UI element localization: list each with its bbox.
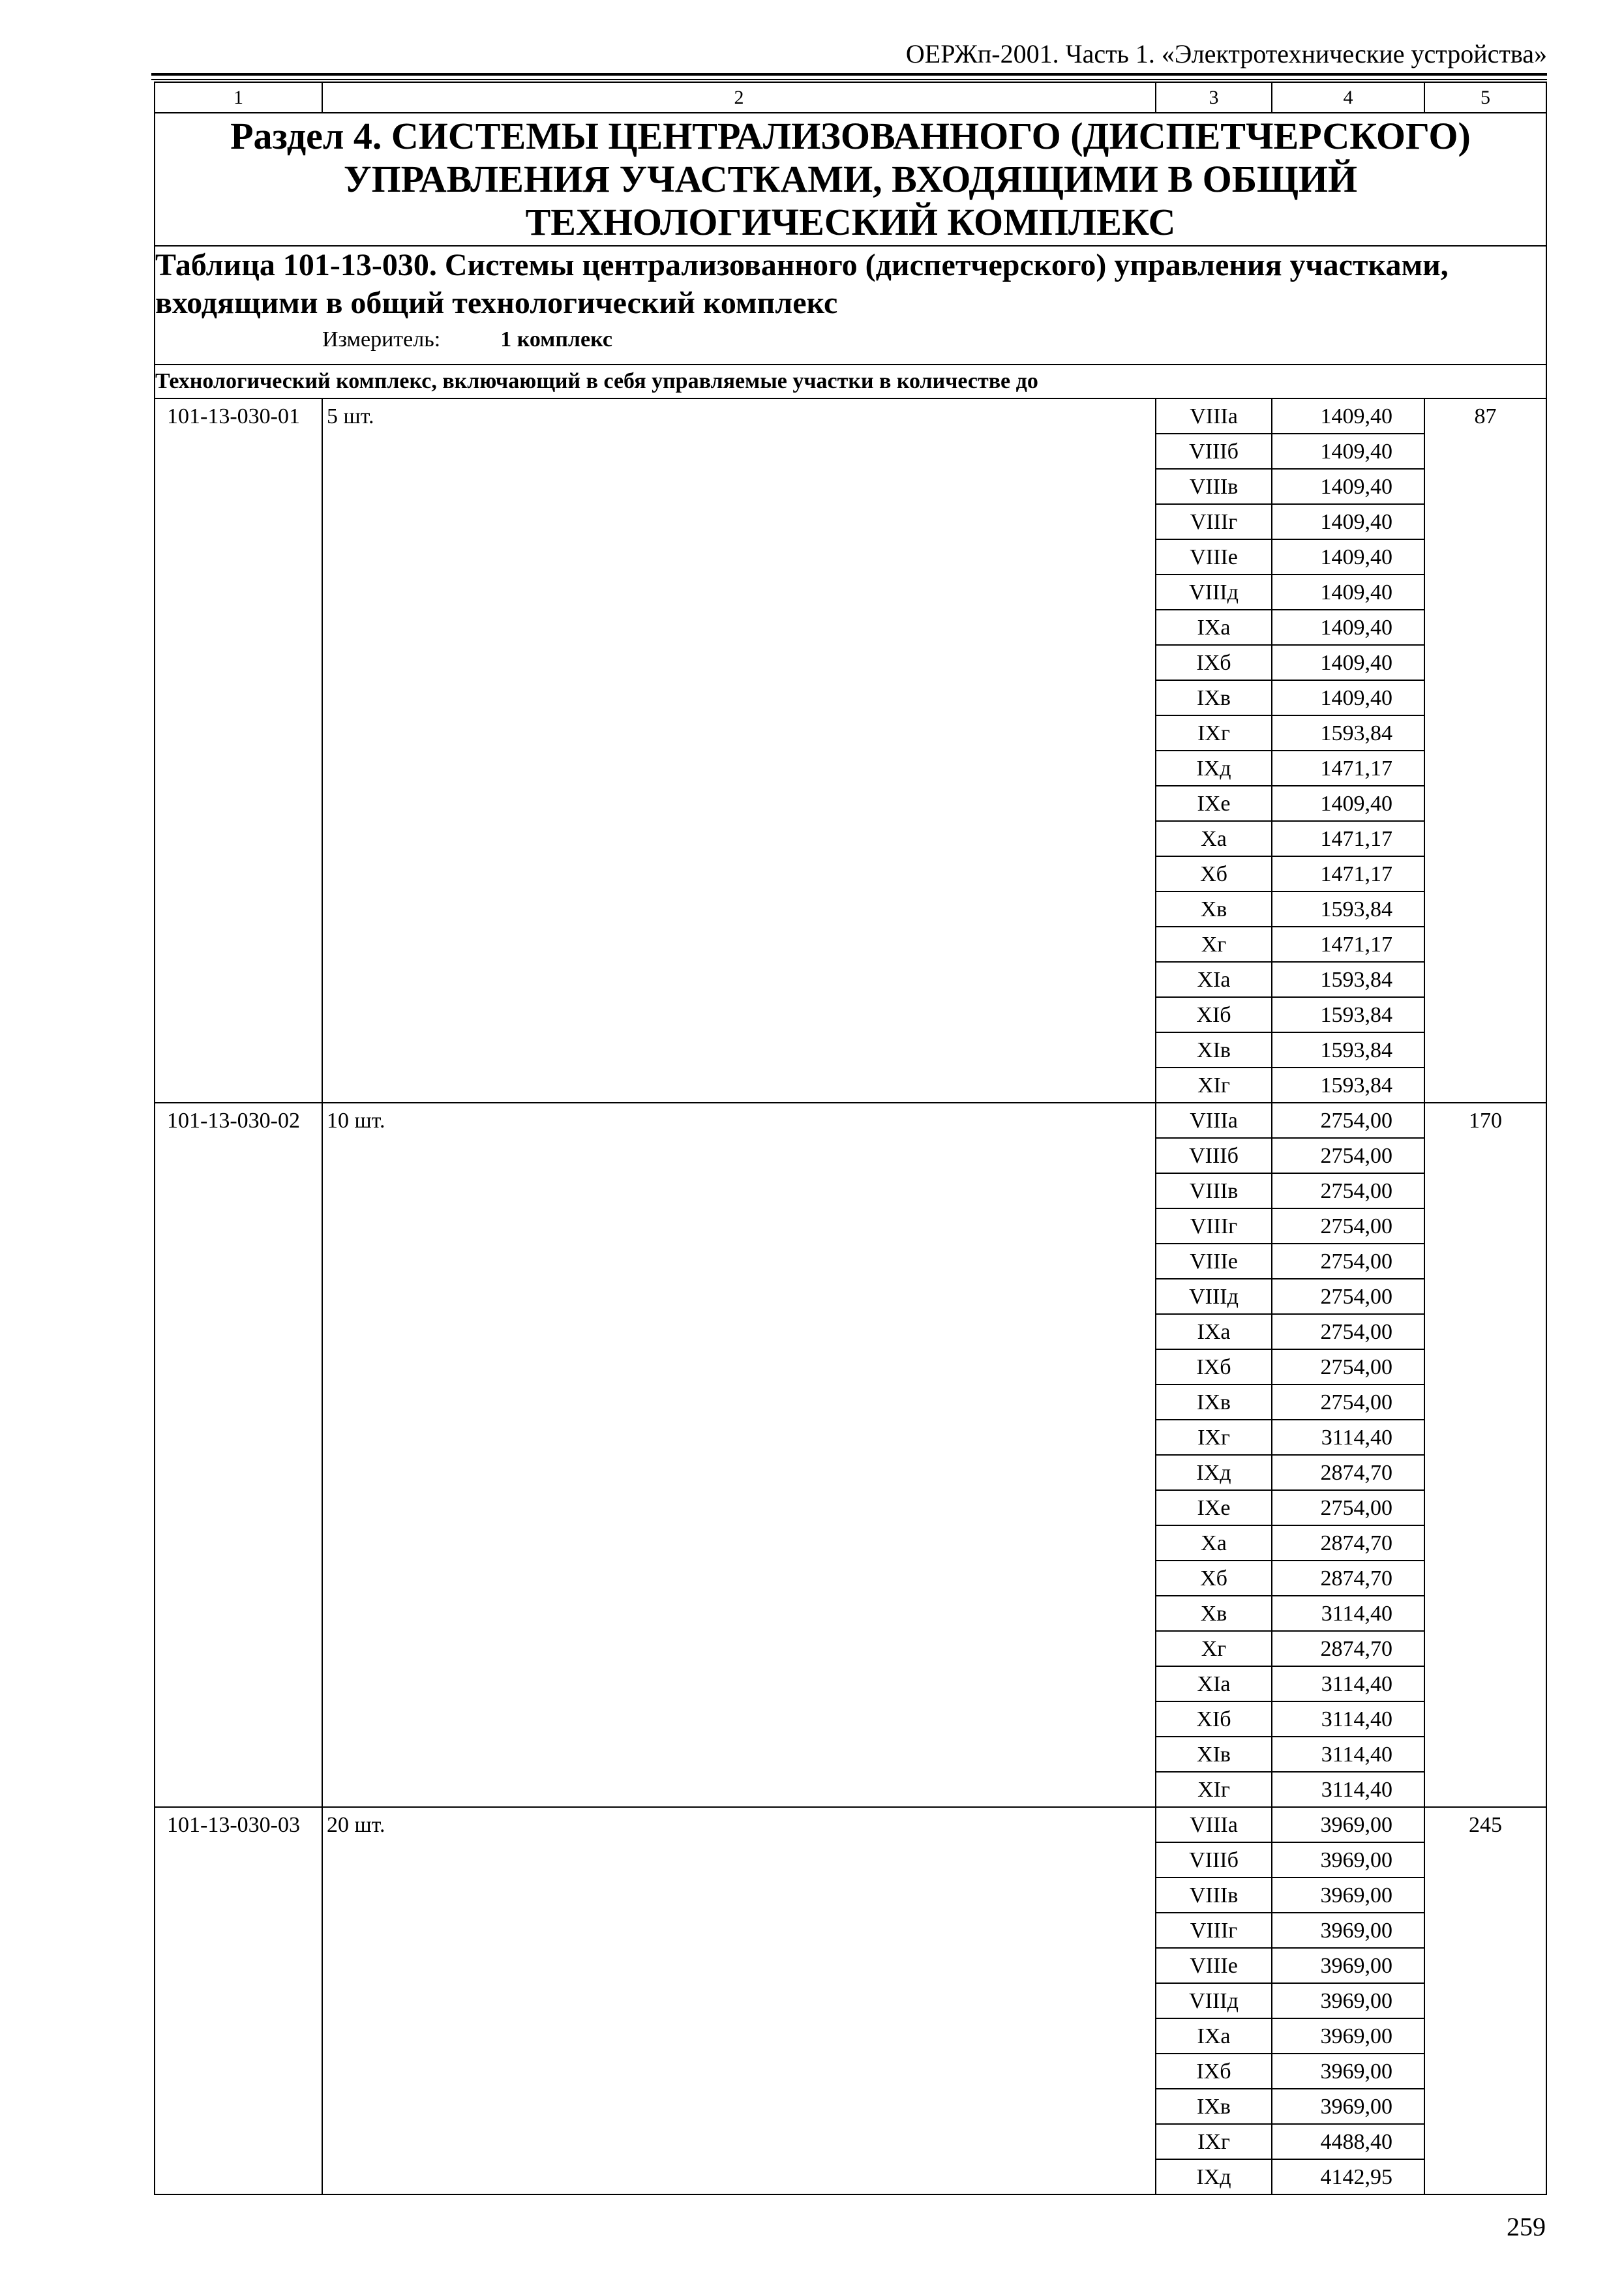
price-value: 1409,40 [1272,575,1424,610]
labor-category: Xа [1156,1525,1272,1561]
page-number: 259 [1507,2212,1546,2241]
labor-category: VIIIг [1156,1208,1272,1244]
labor-category: IXе [1156,786,1272,821]
price-value: 2754,00 [1272,1314,1424,1349]
price-value: 2754,00 [1272,1279,1424,1314]
labor-category: Xг [1156,927,1272,962]
labor-category: VIIIб [1156,1138,1272,1173]
measure-line [155,325,1546,355]
labor-category: VIIIб [1156,1842,1272,1878]
labor-category: Xа [1156,821,1272,856]
price-value: 1471,17 [1272,856,1424,891]
labor-category: IXа [1156,2018,1272,2054]
column-numbers-row [155,82,1546,113]
header-rule-thick [151,73,1547,76]
price-value: 2754,00 [1272,1103,1424,1138]
measure-value: 1 комплекс [500,327,612,352]
labor-category: XIв [1156,1737,1272,1772]
labor-category: Xб [1156,1561,1272,1596]
labor-category: VIIIд [1156,1279,1272,1314]
price-value: 3114,40 [1272,1596,1424,1631]
price-value: 2874,70 [1272,1631,1424,1666]
price-value: 3114,40 [1272,1772,1424,1807]
price-value: 1471,17 [1272,751,1424,786]
labor-category: Xг [1156,1631,1272,1666]
measure-label: Измеритель: [322,327,441,352]
labor-category: Xв [1156,891,1272,927]
labor-category: VIIIв [1156,1878,1272,1913]
column-number: 1 [155,82,322,113]
labor-category: IXд [1156,2159,1272,2194]
labor-category: XIг [1156,1772,1272,1807]
price-value: 2754,00 [1272,1349,1424,1384]
labor-category: IXг [1156,2124,1272,2159]
price-value: 1409,40 [1272,645,1424,680]
price-value: 3969,00 [1272,2054,1424,2089]
labor-category: IXв [1156,680,1272,715]
price-value: 1593,84 [1272,962,1424,997]
labor-category: IXе [1156,1490,1272,1525]
labor-category: XIв [1156,1032,1272,1068]
table-row [155,1807,1546,1842]
price-value: 1409,40 [1272,539,1424,575]
rate-code: 101-13-030-02 [155,1103,322,1807]
column-5-value: 87 [1424,398,1546,1103]
price-value: 1593,84 [1272,997,1424,1032]
labor-category: VIIIг [1156,1913,1272,1948]
labor-category: VIIIг [1156,504,1272,539]
price-value: 2754,00 [1272,1244,1424,1279]
labor-category: VIIIб [1156,434,1272,469]
price-value: 2874,70 [1272,1455,1424,1490]
group-heading: Технологический комплекс, включающий в себя управляемые участки в количестве до [155,365,1546,398]
price-value: 2874,70 [1272,1525,1424,1561]
price-value: 3969,00 [1272,1983,1424,2018]
labor-category: IXа [1156,610,1272,645]
price-value: 3114,40 [1272,1737,1424,1772]
price-value: 1409,40 [1272,434,1424,469]
table-title: Таблица 101-13-030. Системы централизованного (диспетчерского) управления участками, входящими в общий технологический комплекс [155,248,1449,320]
price-value: 2754,00 [1272,1490,1424,1525]
column-number: 5 [1424,82,1546,113]
labor-category: VIIIе [1156,539,1272,575]
price-value: 1471,17 [1272,927,1424,962]
column-number: 3 [1156,82,1272,113]
column-5-value: 245 [1424,1807,1546,2194]
section-title-row [155,113,1546,246]
labor-category: IXг [1156,715,1272,751]
rate-name: 10 шт. [322,1103,1156,1807]
section-title: Раздел 4. СИСТЕМЫ ЦЕНТРАЛИЗОВАННОГО (ДИСПЕТЧЕРСКОГО) УПРАВЛЕНИЯ УЧАСТКАМИ, ВХОДЯЩИМИ В ОБЩИЙ ТЕХНОЛОГИЧЕСКИЙ КОМПЛЕКС [155,113,1546,246]
price-value: 1593,84 [1272,1032,1424,1068]
price-value: 3114,40 [1272,1666,1424,1701]
price-value: 1471,17 [1272,821,1424,856]
labor-category: IXд [1156,1455,1272,1490]
price-value: 2754,00 [1272,1138,1424,1173]
price-value: 3114,40 [1272,1701,1424,1737]
labor-category: VIIIа [1156,1807,1272,1842]
labor-category: IXб [1156,645,1272,680]
labor-category: VIIIе [1156,1244,1272,1279]
labor-category: XIа [1156,1666,1272,1701]
rate-code: 101-13-030-03 [155,1807,322,2194]
labor-category: IXв [1156,1384,1272,1420]
rates-table [154,82,1547,2195]
price-value: 3969,00 [1272,1842,1424,1878]
labor-category: VIIIа [1156,398,1272,434]
labor-category: IXв [1156,2089,1272,2124]
labor-category: XIг [1156,1068,1272,1103]
column-5-value: 170 [1424,1103,1546,1807]
price-value: 3114,40 [1272,1420,1424,1455]
labor-category: VIIIв [1156,1173,1272,1208]
labor-category: IXа [1156,1314,1272,1349]
labor-category: VIIIа [1156,1103,1272,1138]
table-title-row [155,246,1546,365]
price-value: 3969,00 [1272,1948,1424,1983]
price-value: 2754,00 [1272,1384,1424,1420]
column-number: 4 [1272,82,1424,113]
table-row [155,398,1546,434]
price-value: 1409,40 [1272,504,1424,539]
column-number: 2 [322,82,1156,113]
table-row [155,1103,1546,1138]
header-rule-thin [151,79,1547,80]
labor-category: XIа [1156,962,1272,997]
labor-category: IXб [1156,1349,1272,1384]
rate-name: 5 шт. [322,398,1156,1103]
price-value: 1409,40 [1272,680,1424,715]
labor-category: VIIIе [1156,1948,1272,1983]
price-value: 3969,00 [1272,2018,1424,2054]
labor-category: VIIIв [1156,469,1272,504]
price-value: 2754,00 [1272,1208,1424,1244]
price-value: 2874,70 [1272,1561,1424,1596]
labor-category: VIIIд [1156,1983,1272,2018]
price-value: 1409,40 [1272,786,1424,821]
price-value: 1593,84 [1272,1068,1424,1103]
price-value: 1593,84 [1272,891,1424,927]
rate-name: 20 шт. [322,1807,1156,2194]
price-value: 1409,40 [1272,469,1424,504]
group-heading-row [155,365,1546,398]
labor-category: Xб [1156,856,1272,891]
rate-code: 101-13-030-01 [155,398,322,1103]
price-value: 3969,00 [1272,1807,1424,1842]
price-value: 4488,40 [1272,2124,1424,2159]
price-value: 3969,00 [1272,2089,1424,2124]
labor-category: IXг [1156,1420,1272,1455]
price-value: 2754,00 [1272,1173,1424,1208]
labor-category: XIб [1156,1701,1272,1737]
labor-category: IXб [1156,2054,1272,2089]
table-title-cell [155,246,1546,365]
labor-category: Xв [1156,1596,1272,1631]
labor-category: XIб [1156,997,1272,1032]
price-value: 4142,95 [1272,2159,1424,2194]
price-value: 1409,40 [1272,398,1424,434]
price-value: 3969,00 [1272,1913,1424,1948]
labor-category: VIIIд [1156,575,1272,610]
running-header: ОЕРЖп-2001. Часть 1. «Электротехнические устройства» [905,39,1547,68]
price-value: 1409,40 [1272,610,1424,645]
price-value: 3969,00 [1272,1878,1424,1913]
price-value: 1593,84 [1272,715,1424,751]
labor-category: IXд [1156,751,1272,786]
